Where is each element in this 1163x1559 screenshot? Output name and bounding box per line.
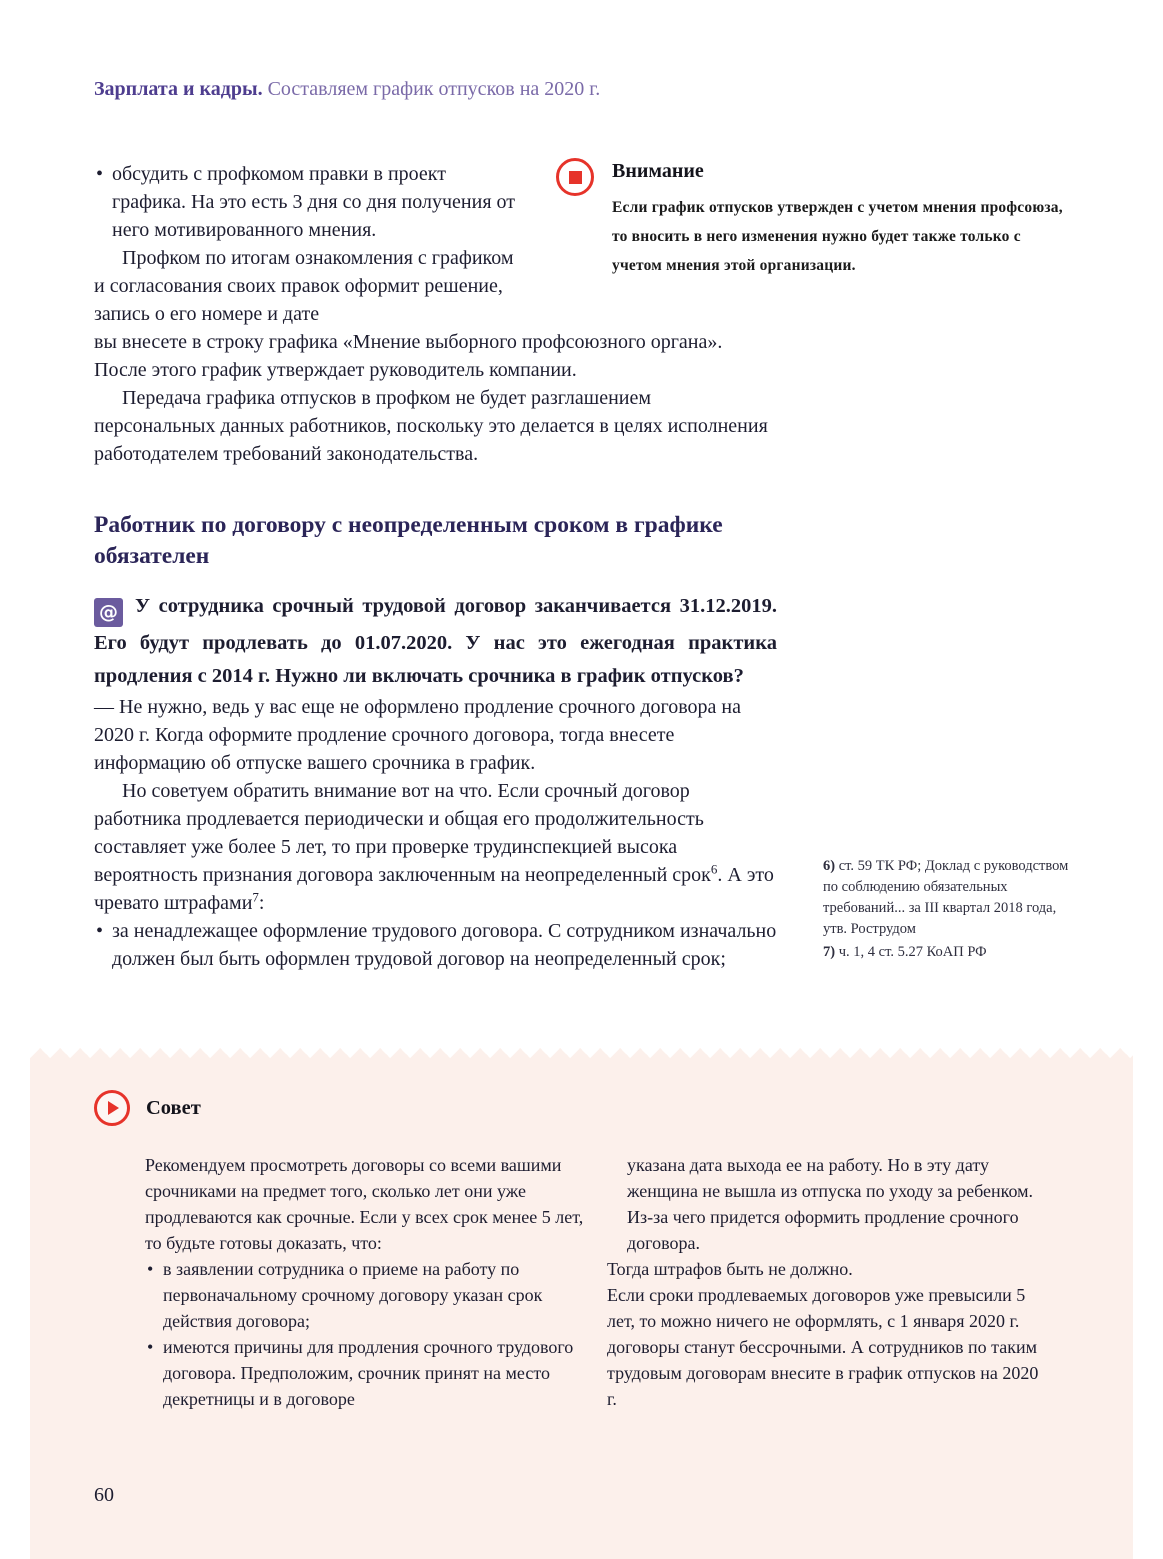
intro-bullet-item: • обсудить с профкомом правки в проект графика. На это есть 3 дня со дня получения от него мотивированного мнения. bbox=[94, 160, 519, 244]
intro-narrow-column bbox=[94, 160, 519, 328]
margin-footnotes bbox=[823, 856, 1075, 965]
attention-title: Внимание bbox=[612, 160, 704, 182]
intro-paragraph-start: Профком по итогам ознакомления с графиком и согласования своих правок оформит решение, запись о его номере и дате bbox=[94, 247, 514, 325]
advice-title: Совет bbox=[146, 1096, 201, 1119]
at-icon: @ bbox=[94, 598, 123, 627]
answer-2-part-b: . А это чревато штрафами bbox=[94, 864, 774, 914]
advice-paragraph-2: Если сроки продлеваемых договоров уже превысили 5 лет, то можно ничего не оформлять, с 1 января 2020 г. договоры станут бессрочными. А сотрудников по таким трудовым договорам внесите в график отпусков на 2020 г. bbox=[607, 1285, 1039, 1409]
running-header-article: Составляем график отпусков на 2020 г. bbox=[262, 78, 601, 100]
intro-paragraph-2: Передача графика отпусков в профком не будет разглашением персональных данных работников, поскольку это делается в целях исполнения работодателем требований законодательства. bbox=[94, 387, 768, 465]
advice-bullet-1: • в заявлении сотрудника о приеме на работу по первоначальному срочному договору указан срок действия договора; bbox=[145, 1256, 585, 1334]
reader-question-text: У сотрудника срочный трудовой договор заканчивается 31.12.2019. Его будут продлевать до 01.07.2020. У нас это ежегодная практика продления с 2014 г. Нужно ли включать срочника в график отпусков? bbox=[94, 595, 777, 687]
attention-body: Если график отпусков утвержден с учетом мнения профсоюза, то вносить в него изменения нужно будет также только с учетом мнения этой организации. bbox=[612, 199, 1063, 274]
page-number: 60 bbox=[94, 1484, 114, 1506]
footnote-6-number: 6) bbox=[823, 858, 839, 874]
footnote-ref-6: 6 bbox=[710, 861, 718, 877]
footnote-7-text: ч. 1, 4 ст. 5.27 КоАП РФ bbox=[838, 944, 987, 960]
advice-paragraph-1: Тогда штрафов быть не должно. bbox=[607, 1259, 853, 1279]
footnote-6 bbox=[823, 856, 1075, 940]
play-icon bbox=[94, 1090, 130, 1126]
advice-title-row bbox=[30, 1058, 1133, 1126]
advice-bullet-2: • имеются причины для продления срочного трудового договора. Предположим, срочник принят на место декретницы и в договоре bbox=[145, 1334, 585, 1412]
article-body bbox=[94, 160, 777, 973]
advice-right-column bbox=[607, 1152, 1043, 1412]
advice-left-column bbox=[145, 1152, 585, 1412]
advice-continuation: указана дата выхода ее на работу. Но в эту дату женщина не вышла из отпуска по уходу за ребенком. Из-за чего придется оформить продление срочного договора. bbox=[627, 1155, 1034, 1253]
advice-intro: Рекомендуем просмотреть договоры со всеми вашими срочниками на предмет того, сколько лет они уже продлеваются как срочные. Если у всех срок менее 5 лет, то будьте готовы доказать, что: bbox=[145, 1155, 584, 1253]
running-header-section: Зарплата и кадры. bbox=[94, 78, 263, 100]
answer-bullet-item: • за ненадлежащее оформление трудового договора. С сотрудником изначально должен был быть оформлен трудовой договор на неопределенный срок; bbox=[94, 917, 777, 973]
play-icon-triangle bbox=[108, 1101, 119, 1115]
footnote-6-text: ст. 59 ТК РФ; Доклад с руководством по соблюдению обязательных требований... за III квартал 2018 года, утв. Рострудом bbox=[823, 858, 1069, 937]
answer-2-part-c: : bbox=[258, 892, 265, 914]
answer-paragraph-1: — Не нужно, ведь у вас еще не оформлено продление срочного договора на 2020 г. Когда оформите продление срочного договора, тогда внесете информацию об отпуске вашего срочника в график. bbox=[94, 696, 741, 774]
footnote-ref-7: 7 bbox=[252, 889, 259, 905]
footnote-7-number: 7) bbox=[823, 944, 839, 960]
intro-paragraph-continuation: вы внесете в строку графика «Мнение выборного профсоюзного органа». После этого график утверждает руководитель компании. bbox=[94, 331, 723, 381]
running-header bbox=[94, 78, 600, 101]
answer-paragraph-2 bbox=[94, 777, 777, 917]
section-heading: Работник по договору с неопределенным сроком в графике обязателен bbox=[94, 512, 723, 569]
reader-question bbox=[94, 590, 777, 693]
answer-2-part-a: Но советуем обратить внимание вот на что. Если срочный договор работника продлевается периодически и общая его продолжительность составляет уже более 5 лет, то при проверке трудинспекцией высока вероятность признания договора заключенным на неопределенный срок bbox=[94, 780, 711, 886]
advice-columns bbox=[30, 1126, 1133, 1412]
advice-callout bbox=[30, 1058, 1133, 1559]
footnote-7 bbox=[823, 942, 1075, 963]
